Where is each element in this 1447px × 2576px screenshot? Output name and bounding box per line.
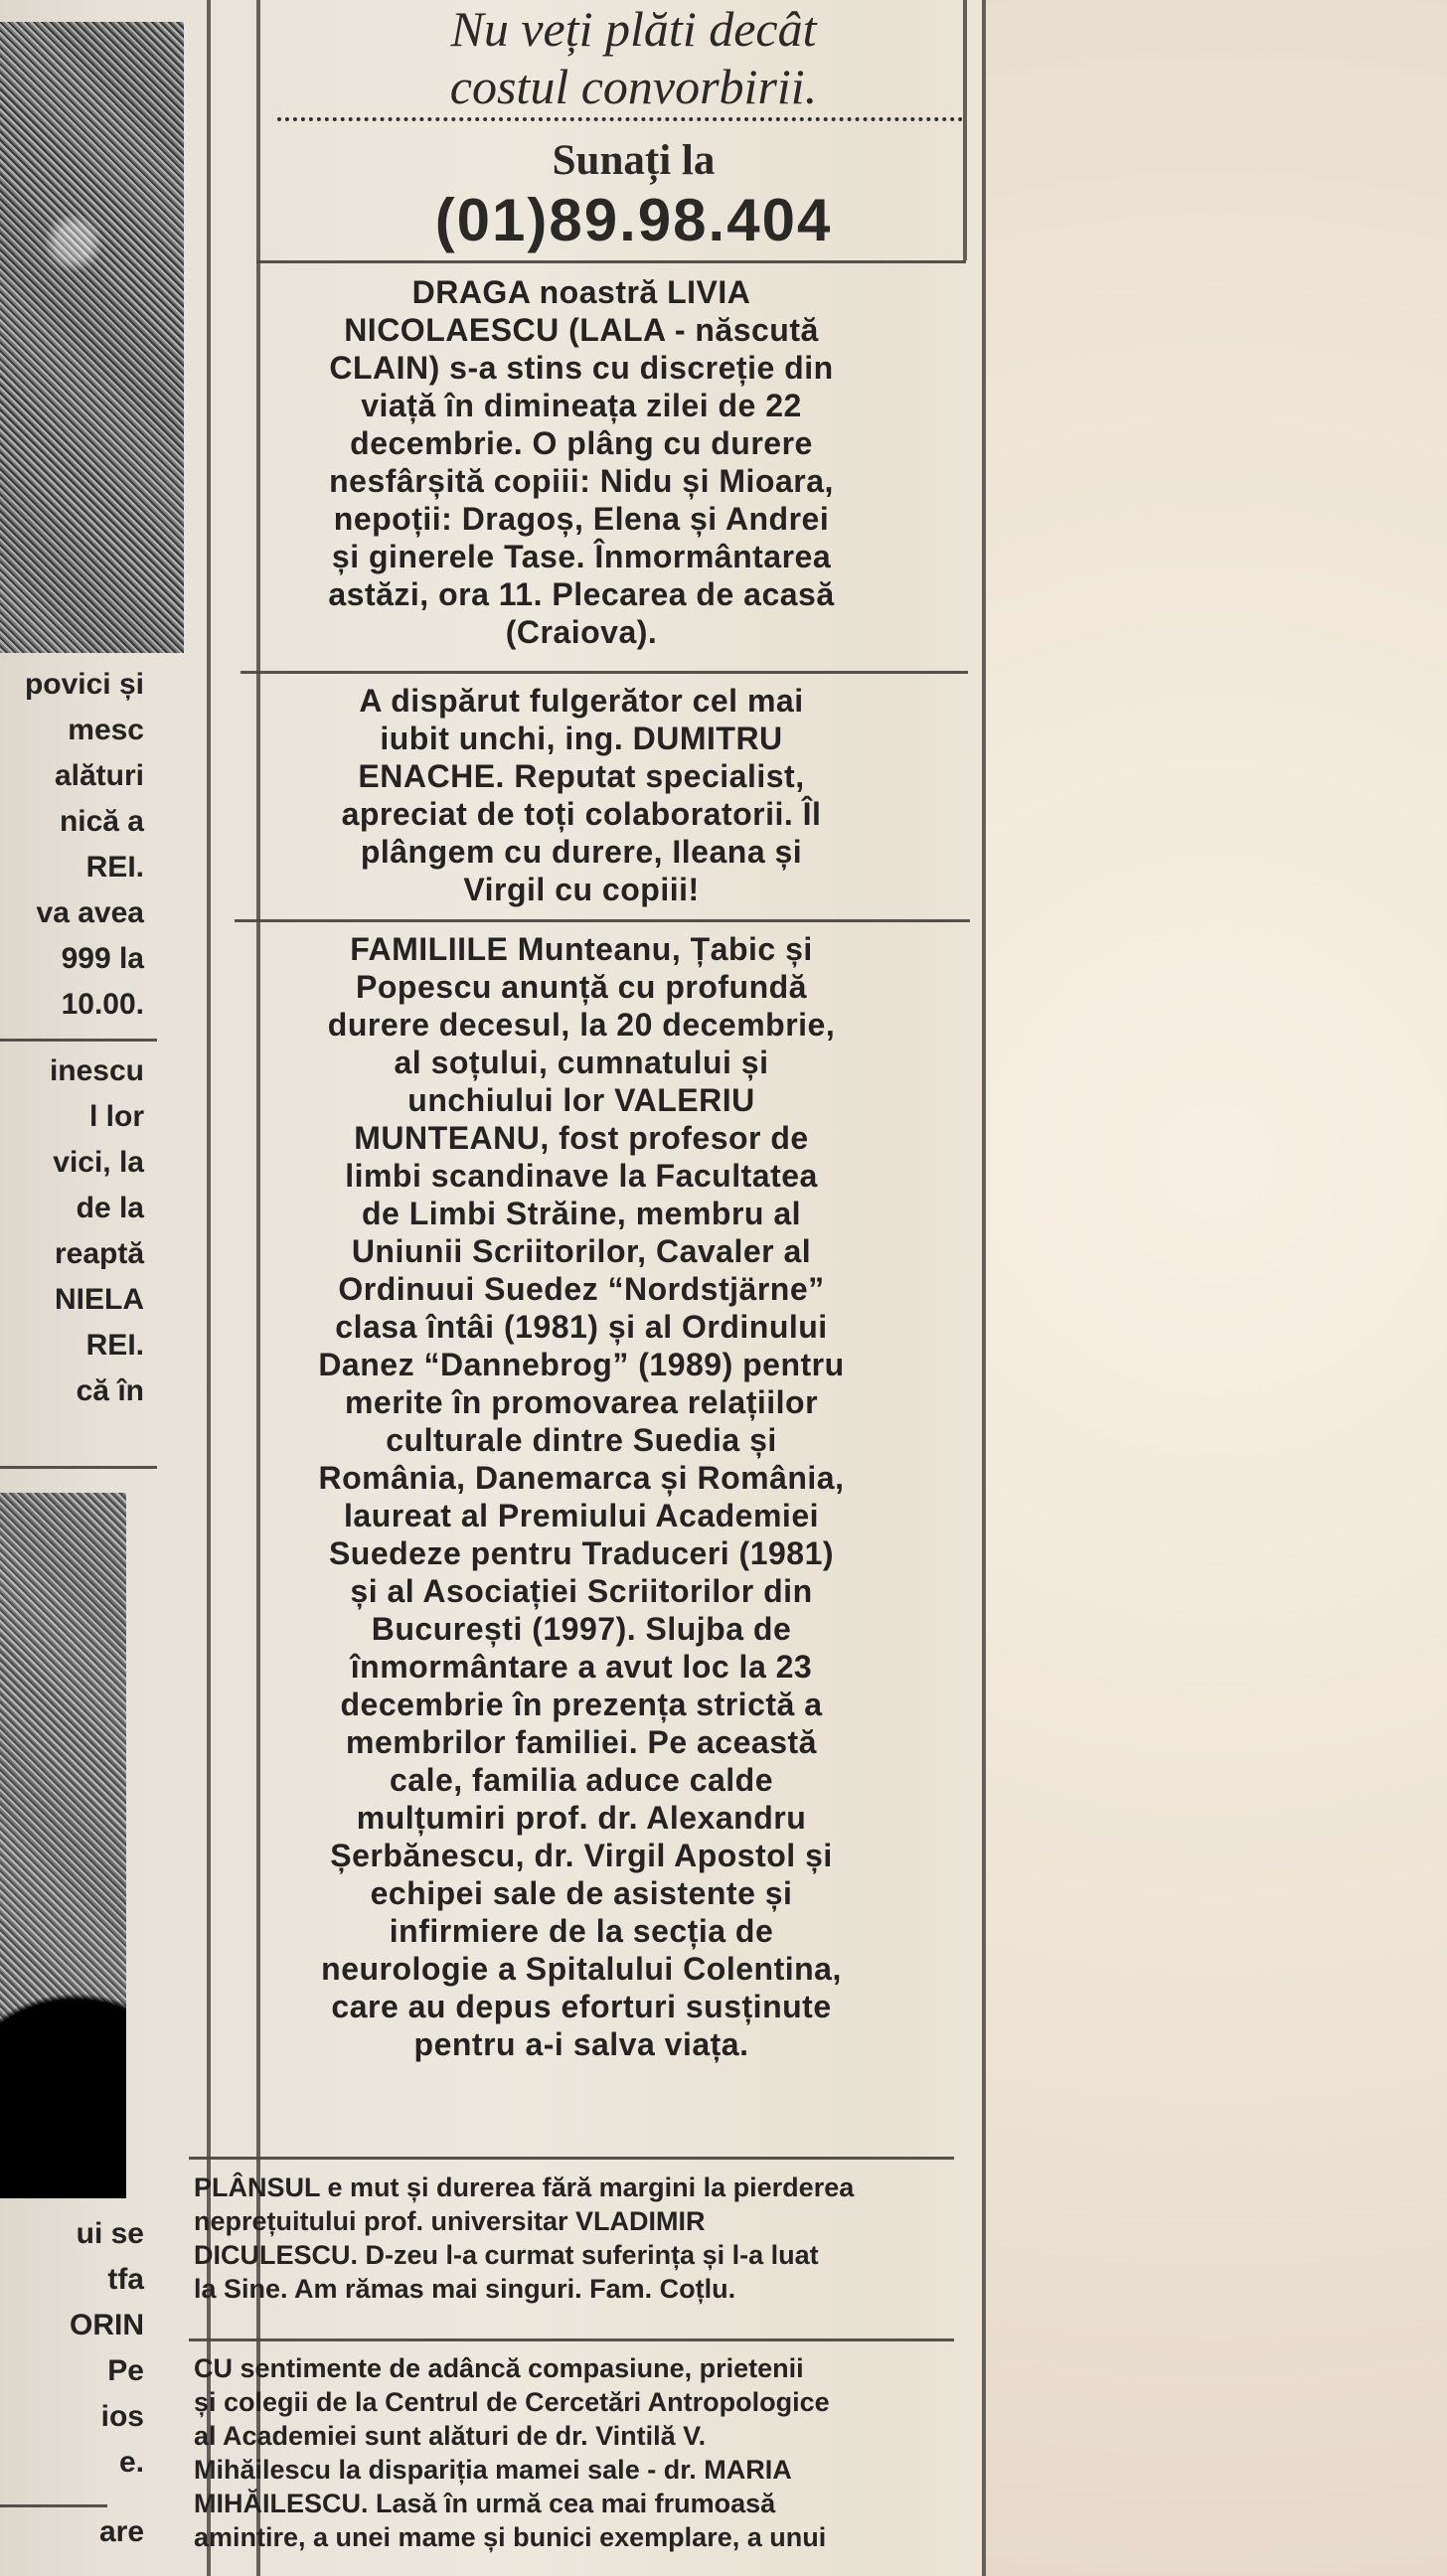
left-column-fragment-4: are (98, 2515, 144, 2548)
header-bottom-rule (256, 260, 966, 263)
notice-dumitru-enache: A dispărut fulgerător cel mai iubit unchi, ing. DUMITRU ENACHE. Reputat specialist, apreciat de toți colaboratorii. Îl plângem cu durere, Ileana și Virgil cu copiii! (341, 683, 822, 907)
notice-livia-nicolaescu: DRAGA noastră LIVIA NICOLAESCU (LALA - născută CLAIN) s-a stins cu discreție din viață în dimineața zilei de 22 decembrie. O plâng cu durere nesfârșită copiii: Nidu și Mioara, nepoții: Dragoș, Elena și Andrei și ginerele Tase. Înmormântarea astăzi, ora 11. Plecarea de acasă (Craiova). (328, 274, 835, 650)
notice-valeriu-munteanu: FAMILIILE Munteanu, Țabic și Popescu anunță cu profundă durere decesul, la 20 decembrie, al soțului, cumnatului și unchiului lor VALERIU MUNTEANU, fost profesor de limbi scandinave la Facultatea de Limbi Străine, membru al Uniunii Scriitorilor, Cavaler al Ordinuui Suedez “Nordstjärne” clasa întâi (1981) și al Ordinului Danez “Dannebrog” (1989) pentru merite în promovarea relațiilor culturale dintre Suedia și România, Danemarca și România, laureat al Premiului Academiei Suedeze pentru Traduceri (1981) și al Asociației Scriitorilor din București (1997). Slujba de înmormântare a avut loc la 23 decembrie în prezența strictă a membrilor familiei. Pe această cale, familia aduce calde mulțumiri prof. dr. Alexandru Șerbănescu, dr. Virgil Apostol și echipei sale de asistente și infirmiere de la secția de neurologie a Spitalului Colentina, care au depus eforturi susținute pentru a-i salva viața. (318, 931, 845, 2062)
left-divider-2 (0, 1466, 157, 1469)
left-column-fragment-3: ui se tfa ORIN Pe ios e. (70, 2217, 144, 2479)
left-column-fragment-2: inescu l lor vici, la de la reaptă NIELA REI. că în (49, 1054, 144, 1407)
column-rule-right (982, 0, 986, 2576)
notice-divider-4 (189, 2338, 954, 2341)
header-dotted-divider (277, 117, 963, 121)
portrait-photo-left (0, 22, 184, 653)
header-line-1: Nu veți plăti decât (450, 1, 817, 57)
notice-divider-3 (189, 2157, 954, 2160)
notice-divider-2 (235, 919, 970, 922)
paper-margin (984, 0, 1447, 2576)
phone-number: (01)89.98.404 (434, 187, 833, 253)
header-line-2: costul convorbirii. (449, 59, 818, 114)
header-box (268, 0, 999, 256)
header-call-label: Sunați la (552, 137, 716, 184)
photo-left-bottom (0, 1493, 126, 2198)
left-divider-1 (0, 1039, 157, 1042)
notice-maria-mihailescu: CU sentimente de adâncă compasiune, prietenii și colegii de la Centrul de Cercetări Antropologice al Academiei sunt alături de dr. Vintilă V. Mihăilescu la dispariția mamei sale - dr. MARIA MIHĂILESCU. Lasă în urmă cea mai frumoasă amintire, a unei mame și bunici exemplare, a unui (194, 2353, 830, 2552)
left-column-fragment-1: povici și mesc alături nică a REI. va avea 999 la 10.00. (24, 668, 144, 1021)
left-divider-3 (0, 2504, 107, 2507)
notice-vladimir-diculescu: PLÂNSUL e mut și durerea fără margini la pierderea neprețuitului prof. universitar VLADIMIR DICULESCU. D-zeu l-a curmat suferința și l-a luat la Sine. Am rămas mai singuri. Fam. Coțlu. (194, 2173, 855, 2304)
notice-divider-1 (241, 671, 968, 674)
